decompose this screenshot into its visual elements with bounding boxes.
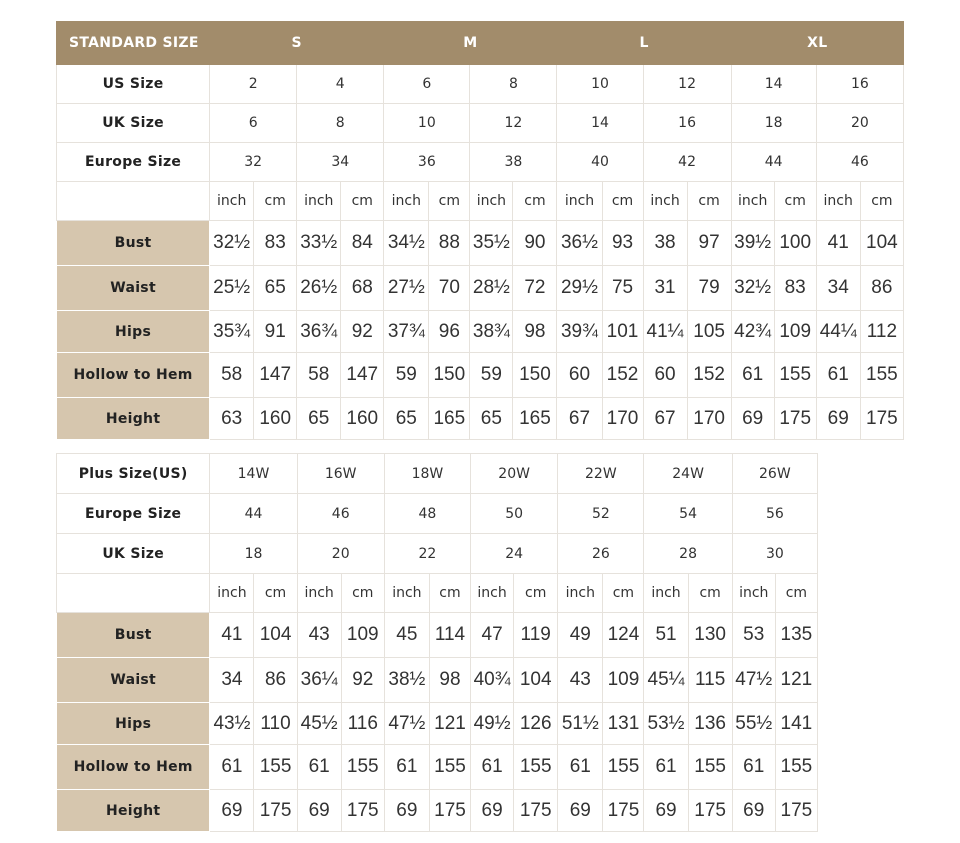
measurement-value-cell: 86 — [254, 658, 297, 703]
measurement-value-cell: 79 — [687, 266, 731, 311]
measurement-value-cell: 155 — [254, 745, 297, 790]
unit-cell: cm — [514, 574, 558, 613]
size-row-label: Europe Size — [57, 143, 210, 182]
measurement-value-cell: 160 — [341, 398, 384, 440]
standard-size-row-uk-size — [57, 104, 904, 143]
measurement-value-cell: 116 — [341, 703, 384, 745]
size-value-cell: 18 — [731, 104, 816, 143]
unit-cell: inch — [557, 182, 602, 221]
measurement-value-cell: 34 — [210, 658, 254, 703]
measurement-value-cell: 93 — [602, 221, 643, 266]
plus-measurement-row-hips — [57, 703, 818, 745]
measurement-value-cell: 65 — [384, 398, 429, 440]
measurement-value-cell: 68 — [341, 266, 384, 311]
plus-measurement-row-bust — [57, 613, 818, 658]
measurement-value-cell: 155 — [514, 745, 558, 790]
measurement-label: Height — [57, 790, 210, 832]
measurement-value-cell: 36½ — [557, 221, 602, 266]
unit-cell: inch — [816, 182, 860, 221]
measurement-value-cell: 40¾ — [471, 658, 514, 703]
measurement-value-cell: 61 — [644, 745, 688, 790]
measurement-value-cell: 36¼ — [297, 658, 341, 703]
measurement-value-cell: 104 — [860, 221, 903, 266]
measurement-value-cell: 61 — [297, 745, 341, 790]
measurement-value-cell: 155 — [860, 353, 903, 398]
unit-cell: inch — [558, 574, 603, 613]
measurement-value-cell: 31 — [643, 266, 687, 311]
measurement-value-cell: 37¾ — [384, 311, 429, 353]
unit-cell: inch — [297, 574, 341, 613]
measurement-value-cell: 147 — [341, 353, 384, 398]
size-value-cell: 44 — [731, 143, 816, 182]
size-value-cell: 16W — [297, 454, 384, 494]
size-value-cell: 46 — [816, 143, 903, 182]
measurement-value-cell: 105 — [687, 311, 731, 353]
size-value-cell: 18W — [384, 454, 470, 494]
standard-size-table — [56, 21, 904, 440]
size-value-cell: 22W — [558, 454, 644, 494]
measurement-value-cell: 130 — [688, 613, 732, 658]
measurement-value-cell: 83 — [254, 221, 297, 266]
size-value-cell: 10 — [557, 65, 643, 104]
size-row-label: Plus Size(US) — [57, 454, 210, 494]
unit-cell: inch — [210, 182, 254, 221]
measurement-value-cell: 101 — [602, 311, 643, 353]
measurement-value-cell: 53 — [732, 613, 775, 658]
measurement-label: Waist — [57, 658, 210, 703]
measurement-value-cell: 38¾ — [470, 311, 513, 353]
standard-unit-row — [57, 182, 904, 221]
size-value-cell: 42 — [643, 143, 731, 182]
unit-cell: cm — [429, 574, 470, 613]
measurement-value-cell: 65 — [254, 266, 297, 311]
unit-cell: cm — [687, 182, 731, 221]
measurement-value-cell: 114 — [429, 613, 470, 658]
size-value-cell: 54 — [644, 494, 732, 534]
unit-cell: cm — [688, 574, 732, 613]
measurement-value-cell: 43 — [297, 613, 341, 658]
size-row-label: Europe Size — [57, 494, 210, 534]
measurement-value-cell: 155 — [603, 745, 644, 790]
measurement-value-cell: 109 — [603, 658, 644, 703]
measurement-value-cell: 41 — [210, 613, 254, 658]
size-value-cell: 26W — [732, 454, 817, 494]
measurement-value-cell: 69 — [210, 790, 254, 832]
unit-cell: inch — [297, 182, 341, 221]
unit-cell: inch — [731, 182, 774, 221]
unit-row-spacer — [57, 182, 210, 221]
measurement-value-cell: 86 — [860, 266, 903, 311]
unit-cell: cm — [429, 182, 470, 221]
measurement-value-cell: 45 — [384, 613, 429, 658]
measurement-value-cell: 90 — [513, 221, 557, 266]
size-value-cell: 14 — [557, 104, 643, 143]
standard-table-body — [57, 65, 904, 440]
measurement-value-cell: 69 — [816, 398, 860, 440]
measurement-value-cell: 51½ — [558, 703, 603, 745]
measurement-value-cell: 59 — [384, 353, 429, 398]
plus-size-table — [56, 453, 818, 832]
measurement-value-cell: 61 — [210, 745, 254, 790]
unit-cell: cm — [860, 182, 903, 221]
measurement-value-cell: 165 — [513, 398, 557, 440]
measurement-value-cell: 91 — [254, 311, 297, 353]
measurement-value-cell: 121 — [775, 658, 817, 703]
measurement-value-cell: 32½ — [731, 266, 774, 311]
measurement-value-cell: 35½ — [470, 221, 513, 266]
measurement-value-cell: 36¾ — [297, 311, 341, 353]
measurement-value-cell: 63 — [210, 398, 254, 440]
measurement-value-cell: 150 — [513, 353, 557, 398]
unit-cell: inch — [643, 182, 687, 221]
measurement-value-cell: 28½ — [470, 266, 513, 311]
measurement-value-cell: 121 — [429, 703, 470, 745]
unit-cell: cm — [341, 574, 384, 613]
measurement-value-cell: 97 — [687, 221, 731, 266]
measurement-value-cell: 39¾ — [557, 311, 602, 353]
measurement-value-cell: 34½ — [384, 221, 429, 266]
size-value-cell: 6 — [210, 104, 297, 143]
measurement-label: Height — [57, 398, 210, 440]
standard-measurement-row-hollow-to-hem — [57, 353, 904, 398]
size-value-cell: 26 — [558, 534, 644, 574]
size-group-xl: XL — [731, 22, 903, 65]
size-value-cell: 36 — [384, 143, 470, 182]
size-value-cell: 14W — [210, 454, 297, 494]
measurement-value-cell: 61 — [731, 353, 774, 398]
measurement-value-cell: 47½ — [384, 703, 429, 745]
measurement-value-cell: 72 — [513, 266, 557, 311]
size-value-cell: 12 — [643, 65, 731, 104]
measurement-value-cell: 69 — [297, 790, 341, 832]
standard-measurement-row-height — [57, 398, 904, 440]
size-value-cell: 4 — [297, 65, 384, 104]
measurement-label: Bust — [57, 221, 210, 266]
measurement-value-cell: 155 — [688, 745, 732, 790]
measurement-value-cell: 175 — [688, 790, 732, 832]
measurement-value-cell: 65 — [297, 398, 341, 440]
unit-cell: cm — [775, 574, 817, 613]
measurement-value-cell: 58 — [210, 353, 254, 398]
measurement-value-cell: 100 — [774, 221, 816, 266]
size-value-cell: 32 — [210, 143, 297, 182]
measurement-value-cell: 112 — [860, 311, 903, 353]
measurement-value-cell: 96 — [429, 311, 470, 353]
size-value-cell: 50 — [471, 494, 558, 534]
measurement-value-cell: 147 — [254, 353, 297, 398]
measurement-value-cell: 155 — [429, 745, 470, 790]
measurement-value-cell: 126 — [514, 703, 558, 745]
size-value-cell: 8 — [297, 104, 384, 143]
measurement-value-cell: 25½ — [210, 266, 254, 311]
measurement-value-cell: 47½ — [732, 658, 775, 703]
measurement-value-cell: 141 — [775, 703, 817, 745]
measurement-value-cell: 61 — [384, 745, 429, 790]
measurement-value-cell: 92 — [341, 311, 384, 353]
measurement-value-cell: 92 — [341, 658, 384, 703]
measurement-value-cell: 104 — [514, 658, 558, 703]
measurement-value-cell: 175 — [860, 398, 903, 440]
plus-size-row-uk-size — [57, 534, 818, 574]
size-value-cell: 52 — [558, 494, 644, 534]
standard-measurement-row-bust — [57, 221, 904, 266]
size-group-l: L — [557, 22, 731, 65]
measurement-value-cell: 51 — [644, 613, 688, 658]
measurement-value-cell: 55½ — [732, 703, 775, 745]
measurement-value-cell: 152 — [602, 353, 643, 398]
measurement-label: Hollow to Hem — [57, 745, 210, 790]
size-value-cell: 56 — [732, 494, 817, 534]
size-value-cell: 20 — [297, 534, 384, 574]
unit-cell: inch — [644, 574, 688, 613]
measurement-value-cell: 109 — [774, 311, 816, 353]
unit-cell: inch — [384, 182, 429, 221]
unit-cell: cm — [602, 182, 643, 221]
unit-cell: inch — [470, 182, 513, 221]
measurement-label: Hollow to Hem — [57, 353, 210, 398]
measurement-value-cell: 69 — [384, 790, 429, 832]
measurement-value-cell: 69 — [732, 790, 775, 832]
measurement-value-cell: 60 — [643, 353, 687, 398]
measurement-value-cell: 61 — [558, 745, 603, 790]
measurement-value-cell: 84 — [341, 221, 384, 266]
measurement-value-cell: 170 — [687, 398, 731, 440]
measurement-label: Waist — [57, 266, 210, 311]
unit-cell: cm — [513, 182, 557, 221]
measurement-value-cell: 32½ — [210, 221, 254, 266]
plus-measurement-row-height — [57, 790, 818, 832]
measurement-value-cell: 60 — [557, 353, 602, 398]
measurement-value-cell: 115 — [688, 658, 732, 703]
measurement-value-cell: 119 — [514, 613, 558, 658]
size-value-cell: 18 — [210, 534, 297, 574]
size-value-cell: 34 — [297, 143, 384, 182]
measurement-value-cell: 83 — [774, 266, 816, 311]
measurement-value-cell: 41¼ — [643, 311, 687, 353]
measurement-value-cell: 136 — [688, 703, 732, 745]
plus-size-row-europe-size — [57, 494, 818, 534]
measurement-value-cell: 135 — [775, 613, 817, 658]
measurement-value-cell: 33½ — [297, 221, 341, 266]
measurement-value-cell: 47 — [471, 613, 514, 658]
measurement-value-cell: 69 — [731, 398, 774, 440]
measurement-value-cell: 39½ — [731, 221, 774, 266]
measurement-value-cell: 155 — [774, 353, 816, 398]
measurement-value-cell: 98 — [513, 311, 557, 353]
measurement-value-cell: 29½ — [557, 266, 602, 311]
plus-table-body — [57, 454, 818, 832]
standard-measurement-row-waist — [57, 266, 904, 311]
size-value-cell: 22 — [384, 534, 470, 574]
measurement-value-cell: 69 — [558, 790, 603, 832]
standard-size-row-europe-size — [57, 143, 904, 182]
measurement-value-cell: 152 — [687, 353, 731, 398]
measurement-value-cell: 175 — [254, 790, 297, 832]
unit-cell: cm — [254, 182, 297, 221]
unit-cell: inch — [732, 574, 775, 613]
measurement-value-cell: 75 — [602, 266, 643, 311]
size-value-cell: 24W — [644, 454, 732, 494]
measurement-value-cell: 49 — [558, 613, 603, 658]
measurement-value-cell: 65 — [470, 398, 513, 440]
size-value-cell: 6 — [384, 65, 470, 104]
measurement-value-cell: 150 — [429, 353, 470, 398]
measurement-value-cell: 26½ — [297, 266, 341, 311]
measurement-value-cell: 44¼ — [816, 311, 860, 353]
standard-header-row — [57, 22, 904, 65]
measurement-value-cell: 61 — [471, 745, 514, 790]
size-value-cell: 16 — [643, 104, 731, 143]
measurement-value-cell: 61 — [732, 745, 775, 790]
measurement-value-cell: 59 — [470, 353, 513, 398]
measurement-value-cell: 155 — [341, 745, 384, 790]
size-group-s: S — [210, 22, 384, 65]
measurement-value-cell: 98 — [429, 658, 470, 703]
measurement-value-cell: 35¾ — [210, 311, 254, 353]
plus-measurement-row-hollow-to-hem — [57, 745, 818, 790]
measurement-value-cell: 27½ — [384, 266, 429, 311]
size-group-m: M — [384, 22, 557, 65]
measurement-value-cell: 38½ — [384, 658, 429, 703]
measurement-value-cell: 43 — [558, 658, 603, 703]
measurement-value-cell: 42¾ — [731, 311, 774, 353]
size-value-cell: 12 — [470, 104, 557, 143]
size-row-label: UK Size — [57, 104, 210, 143]
size-value-cell: 38 — [470, 143, 557, 182]
measurement-label: Bust — [57, 613, 210, 658]
measurement-value-cell: 69 — [644, 790, 688, 832]
size-value-cell: 14 — [731, 65, 816, 104]
measurement-value-cell: 175 — [341, 790, 384, 832]
measurement-value-cell: 53½ — [644, 703, 688, 745]
plus-measurement-row-waist — [57, 658, 818, 703]
measurement-value-cell: 175 — [514, 790, 558, 832]
unit-cell: inch — [471, 574, 514, 613]
measurement-value-cell: 131 — [603, 703, 644, 745]
measurement-value-cell: 67 — [643, 398, 687, 440]
unit-row-spacer — [57, 574, 210, 613]
plus-unit-row — [57, 574, 818, 613]
measurement-value-cell: 45¼ — [644, 658, 688, 703]
size-value-cell: 40 — [557, 143, 643, 182]
measurement-label: Hips — [57, 311, 210, 353]
measurement-value-cell: 34 — [816, 266, 860, 311]
measurement-value-cell: 45½ — [297, 703, 341, 745]
unit-cell: cm — [774, 182, 816, 221]
unit-cell: cm — [341, 182, 384, 221]
measurement-value-cell: 70 — [429, 266, 470, 311]
size-row-label: UK Size — [57, 534, 210, 574]
size-row-label: US Size — [57, 65, 210, 104]
measurement-value-cell: 88 — [429, 221, 470, 266]
unit-cell: inch — [210, 574, 254, 613]
measurement-value-cell: 104 — [254, 613, 297, 658]
measurement-value-cell: 160 — [254, 398, 297, 440]
measurement-value-cell: 155 — [775, 745, 817, 790]
measurement-value-cell: 175 — [775, 790, 817, 832]
plus-size-row-plus-size-us — [57, 454, 818, 494]
size-value-cell: 20W — [471, 454, 558, 494]
size-value-cell: 48 — [384, 494, 470, 534]
unit-cell: cm — [254, 574, 297, 613]
size-value-cell: 2 — [210, 65, 297, 104]
size-value-cell: 30 — [732, 534, 817, 574]
measurement-value-cell: 61 — [816, 353, 860, 398]
size-value-cell: 20 — [816, 104, 903, 143]
size-value-cell: 16 — [816, 65, 903, 104]
size-value-cell: 44 — [210, 494, 297, 534]
measurement-value-cell: 175 — [603, 790, 644, 832]
measurement-value-cell: 58 — [297, 353, 341, 398]
size-value-cell: 46 — [297, 494, 384, 534]
unit-cell: cm — [603, 574, 644, 613]
measurement-value-cell: 41 — [816, 221, 860, 266]
measurement-value-cell: 170 — [602, 398, 643, 440]
size-value-cell: 24 — [471, 534, 558, 574]
standard-measurement-row-hips — [57, 311, 904, 353]
standard-size-heading: STANDARD SIZE — [57, 22, 210, 65]
measurement-value-cell: 38 — [643, 221, 687, 266]
measurement-value-cell: 109 — [341, 613, 384, 658]
measurement-value-cell: 110 — [254, 703, 297, 745]
standard-size-row-us-size — [57, 65, 904, 104]
measurement-label: Hips — [57, 703, 210, 745]
size-value-cell: 10 — [384, 104, 470, 143]
size-value-cell: 8 — [470, 65, 557, 104]
measurement-value-cell: 49½ — [471, 703, 514, 745]
measurement-value-cell: 67 — [557, 398, 602, 440]
measurement-value-cell: 165 — [429, 398, 470, 440]
measurement-value-cell: 43½ — [210, 703, 254, 745]
size-value-cell: 28 — [644, 534, 732, 574]
measurement-value-cell: 69 — [471, 790, 514, 832]
unit-cell: inch — [384, 574, 429, 613]
measurement-value-cell: 175 — [429, 790, 470, 832]
measurement-value-cell: 124 — [603, 613, 644, 658]
measurement-value-cell: 175 — [774, 398, 816, 440]
